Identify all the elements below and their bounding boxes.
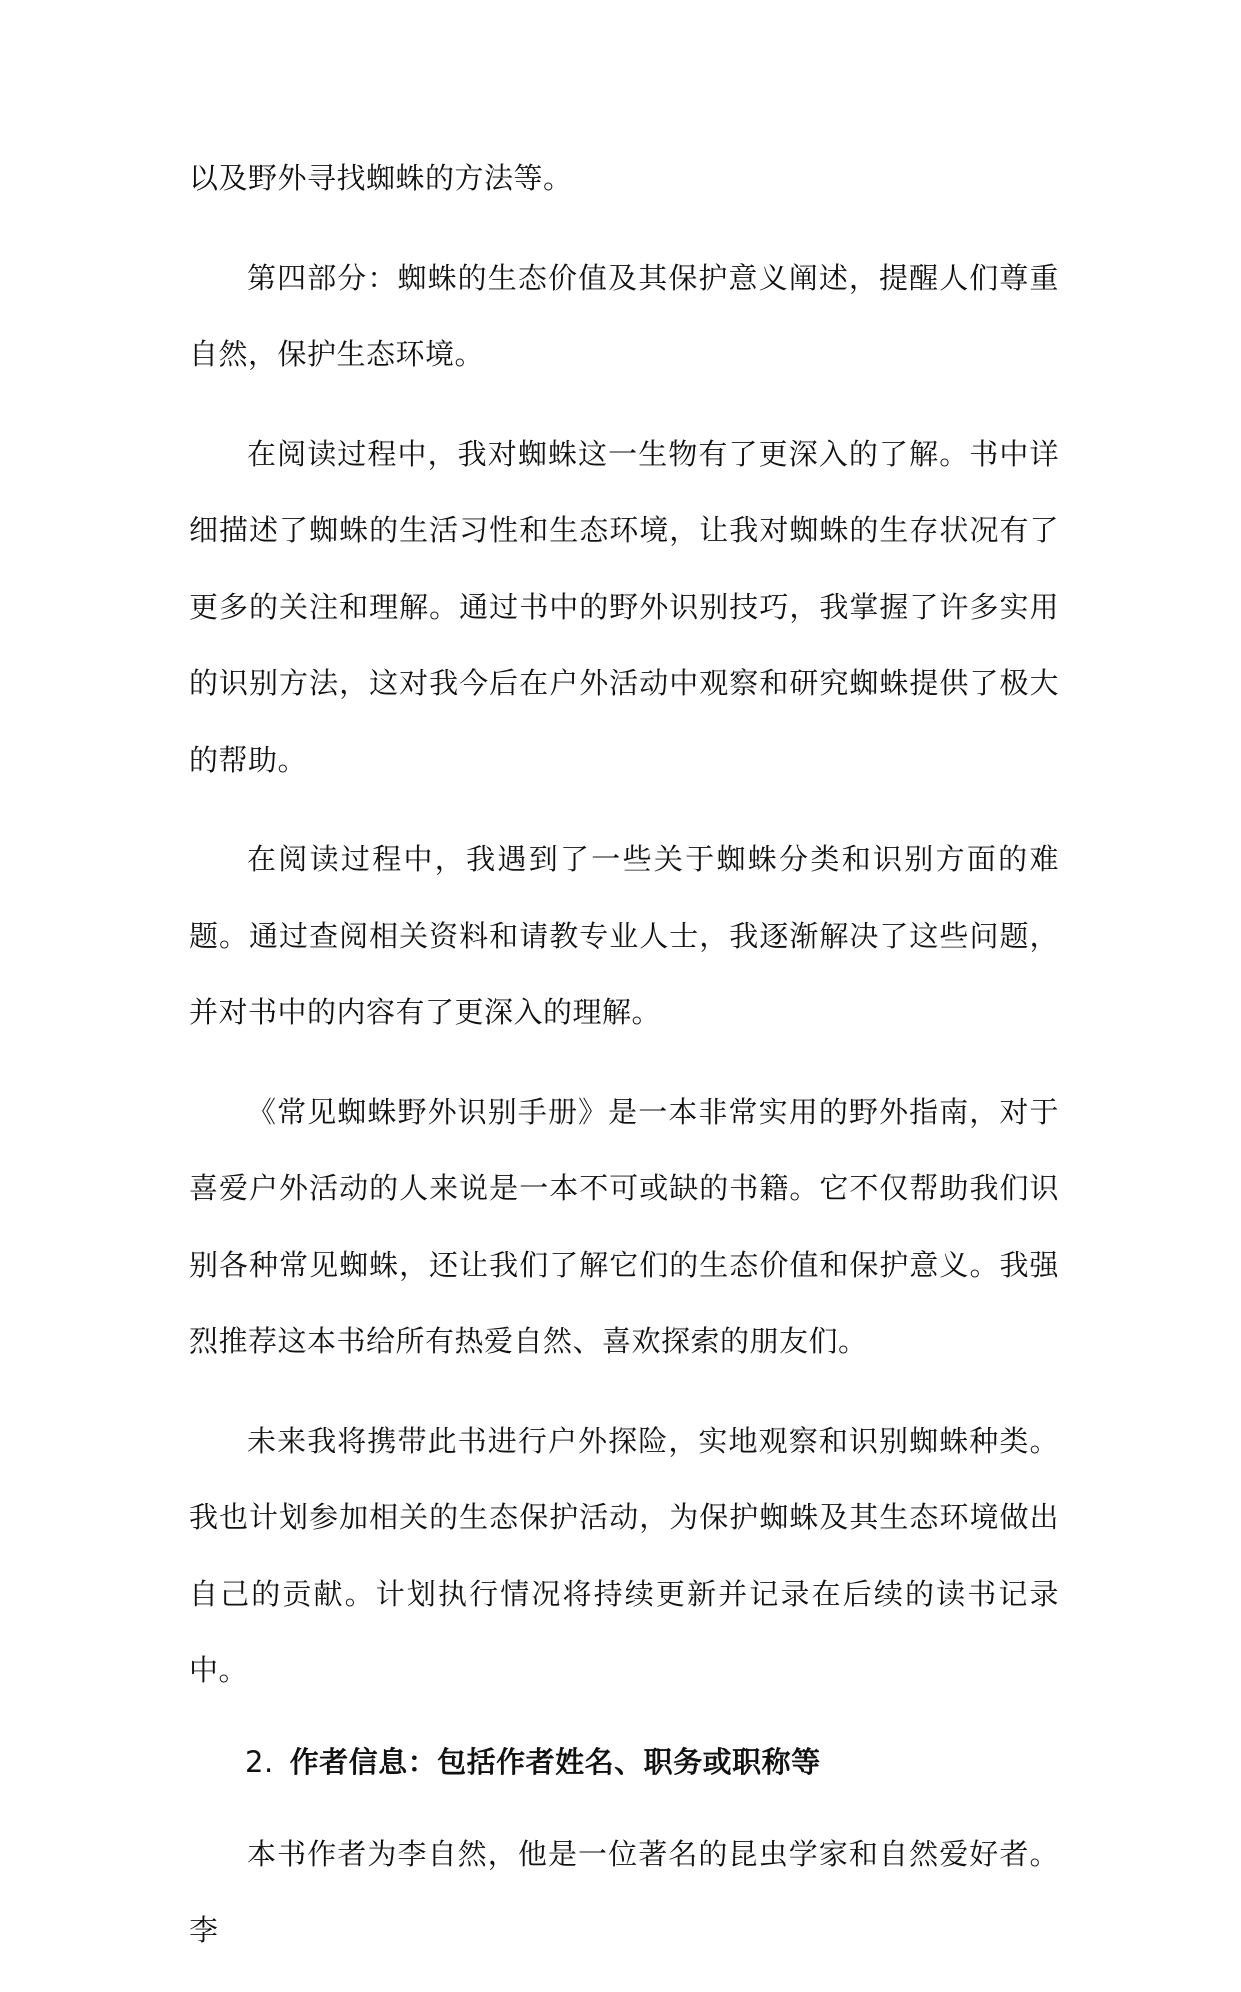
section-title: 作者信息：包括作者姓名、职务或职称等 bbox=[289, 1744, 821, 1779]
paragraph-author-intro: 本书作者为李自然，他是一位著名的昆虫学家和自然爱好者。李 bbox=[189, 1836, 1059, 1947]
paragraph-reading-understanding: 在阅读过程中，我对蜘蛛这一生物有了更深入的了解。书中详细描述了蜘蛛的生活习性和生态环境，让我对蜘蛛的生存状况有了更多的关注和理解。通过书中的野外识别技巧，我掌握了许多实用的识别方法，这对我今后在户外活动中观察和研究蜘蛛提供了极大的帮助。 bbox=[189, 436, 1059, 777]
paragraph-future-plan: 未来我将携带此书进行户外探险，实地观察和识别蜘蛛种类。我也计划参加相关的生态保护活动，为保护蜘蛛及其生态环境做出自己的贡献。计划执行情况将持续更新并记录在后续的读书记录中。 bbox=[189, 1423, 1059, 1687]
paragraph-part-four: 第四部分：蜘蛛的生态价值及其保护意义阐述，提醒人们尊重自然，保护生态环境。 bbox=[189, 260, 1059, 371]
paragraph-reading-difficulties: 在阅读过程中，我遇到了一些关于蜘蛛分类和识别方面的难题。通过查阅相关资料和请教专业人士，我逐渐解决了这些问题，并对书中的内容有了更深入的理解。 bbox=[189, 842, 1059, 1029]
paragraph-continuation: 以及野外寻找蜘蛛的方法等。 bbox=[189, 161, 573, 195]
section-number: 2. bbox=[245, 1744, 274, 1779]
document-body bbox=[189, 140, 1059, 1992]
paragraph-book-recommendation: 《常见蜘蛛野外识别手册》是一本非常实用的野外指南，对于喜爱户外活动的人来说是一本不可或缺的书籍。它不仅帮助我们识别各种常见蜘蛛，还让我们了解它们的生态价值和保护意义。我强烈推荐这本书给所有热爱自然、喜欢探索的朋友们。 bbox=[189, 1094, 1059, 1358]
section-heading-author-info bbox=[189, 1732, 1059, 1792]
